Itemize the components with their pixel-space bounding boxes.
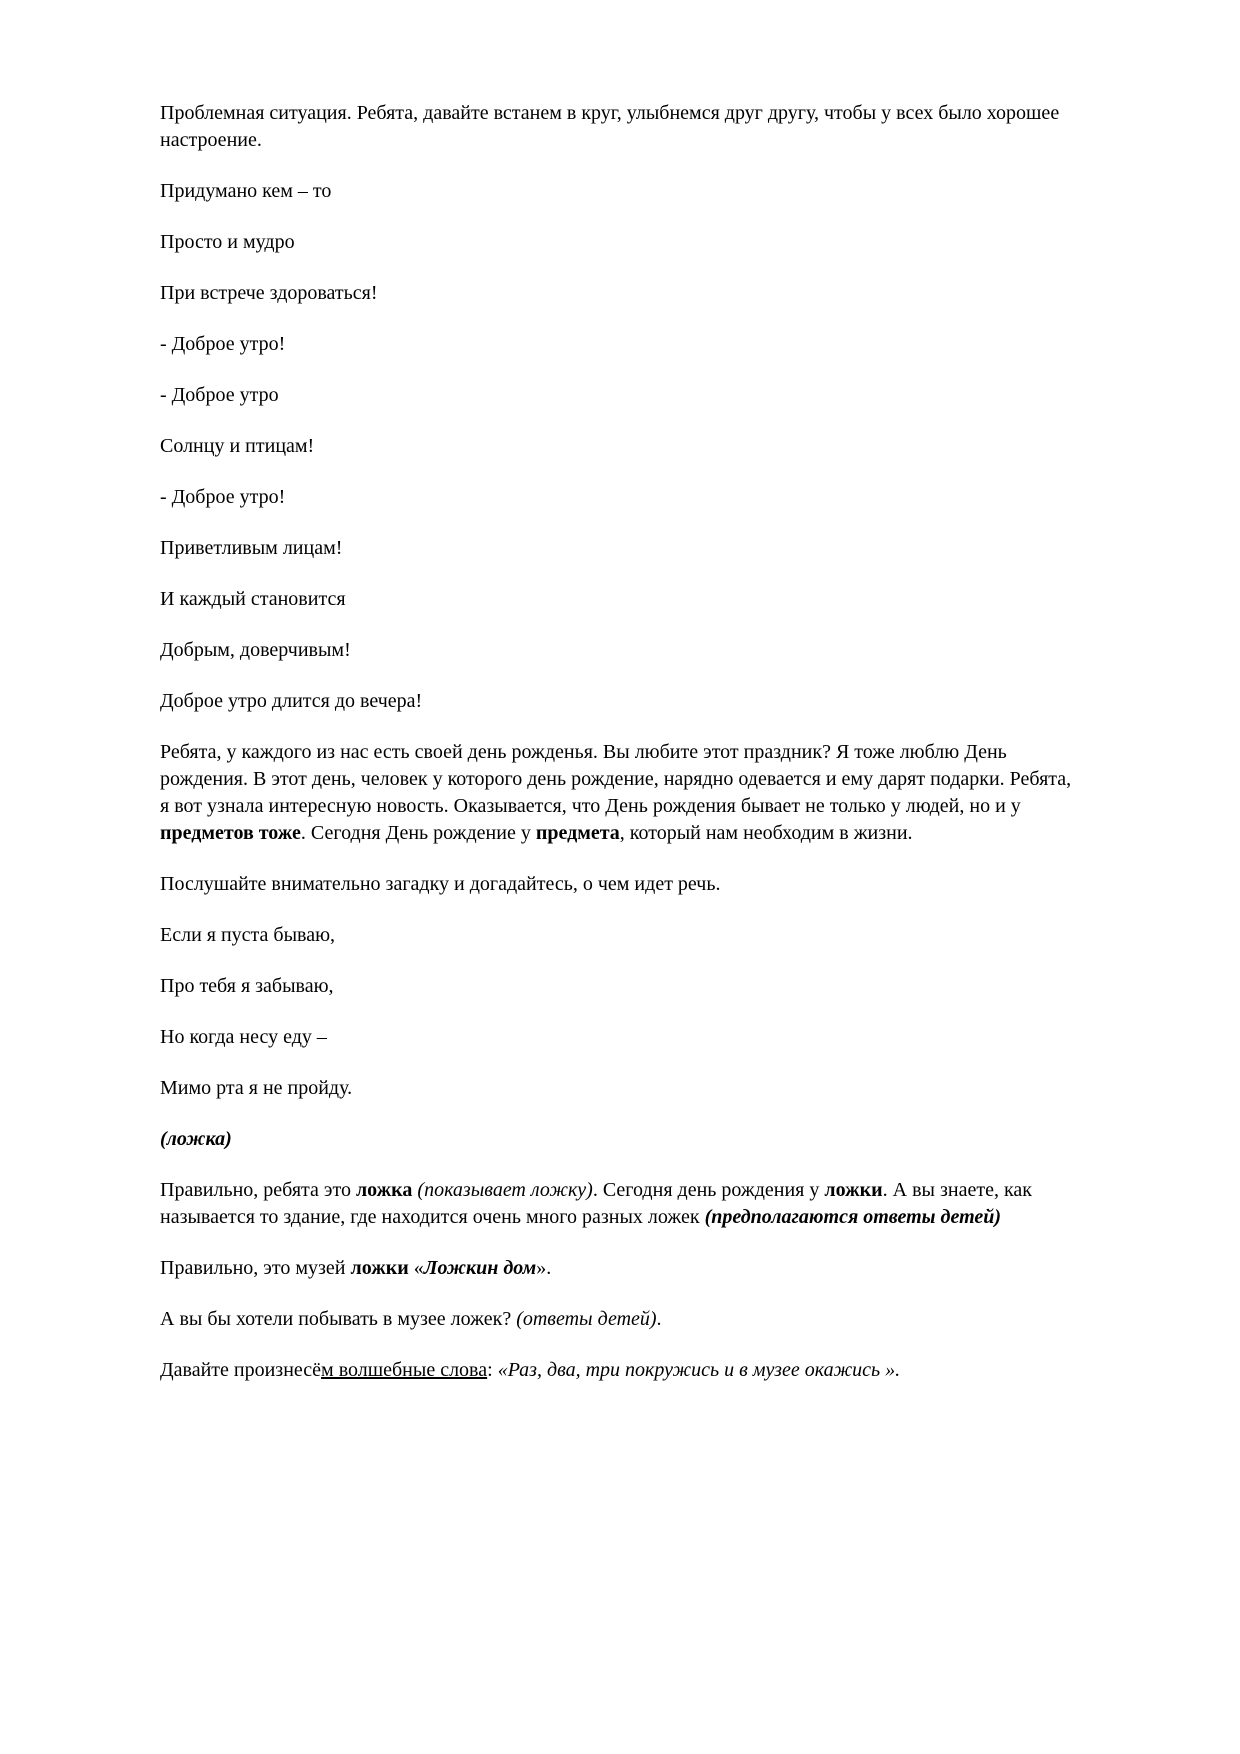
paragraph: [160, 100, 1082, 154]
text-run: Доброе утро длится до вечера!: [160, 690, 423, 712]
text-run: Придумано кем – то: [160, 180, 332, 202]
paragraph: [160, 280, 1082, 307]
paragraph: [160, 1255, 1082, 1282]
paragraph: [160, 637, 1082, 664]
text-run: , который нам необходим в жизни.: [619, 822, 913, 844]
paragraph: [160, 688, 1082, 715]
text-run: м волшебные слова: [321, 1359, 488, 1381]
text-run: Послушайте внимательно загадку и догадайтесь, о чем идет речь.: [160, 873, 721, 895]
text-run: Давайте произнесё: [160, 1359, 322, 1381]
paragraph: [160, 1075, 1082, 1102]
paragraph: [160, 331, 1082, 358]
text-run: :: [487, 1359, 498, 1381]
text-run: (предполагаются ответы детей): [704, 1206, 1002, 1228]
paragraph: [160, 1177, 1082, 1231]
text-run: Просто и мудро: [160, 231, 295, 253]
text-run: Проблемная ситуация. Ребята, давайте встанем в круг, улыбнемся друг другу, чтобы у всех было хорошее настроение.: [160, 102, 1060, 151]
paragraph: [160, 1306, 1082, 1333]
paragraph: [160, 586, 1082, 613]
text-run: ложка: [355, 1179, 413, 1201]
text-run: Приветливым лицам!: [160, 537, 343, 559]
text-run: предмета: [535, 822, 620, 844]
text-run: ложки: [824, 1179, 883, 1201]
text-run: А вы бы хотели побывать в музее ложек?: [160, 1308, 517, 1330]
paragraph: [160, 1357, 1082, 1384]
text-run: Но когда несу еду –: [160, 1026, 327, 1048]
text-run: .: [656, 1308, 662, 1330]
text-run: И каждый становится: [160, 588, 346, 610]
text-run: Ребята, у каждого из нас есть своей день рожденья. Вы любите этот праздник? Я тоже люблю День рождения. В этот день, человек у которого день рождение, нарядно одевается и ему дарят подарки. Ребята, я вот узнала интересную новость. Оказывается, что День рождения бывает не только у людей, но и у: [160, 741, 1072, 817]
paragraph: [160, 1024, 1082, 1051]
text-run: Солнцу и птицам!: [160, 435, 315, 457]
paragraph: [160, 178, 1082, 205]
text-run: . Сегодня День рождение у: [300, 822, 536, 844]
paragraph: [160, 871, 1082, 898]
paragraph: [160, 922, 1082, 949]
paragraph: [160, 229, 1082, 256]
paragraph: [160, 535, 1082, 562]
text-run: предметов тоже: [160, 822, 301, 844]
text-run: - Доброе утро: [160, 384, 279, 406]
text-run: «: [408, 1257, 424, 1279]
text-run: (показывает ложку): [417, 1179, 593, 1201]
text-run: Добрым, доверчивым!: [160, 639, 351, 661]
text-run: - Доброе утро!: [160, 486, 286, 508]
text-run: . А вы знаете, как называется то здание, где находится очень много разных ложек: [160, 1179, 1032, 1228]
text-run: Если я пуста бываю,: [160, 924, 336, 946]
text-run: Мимо рта я не пройду.: [160, 1077, 353, 1099]
text-run: ложки: [350, 1257, 409, 1279]
text-run: Ложкин дом: [423, 1257, 537, 1279]
paragraph: [160, 433, 1082, 460]
paragraph: [160, 1126, 1082, 1153]
text-run: «Раз, два, три покружись и в музее окажись ».: [497, 1359, 901, 1381]
text-run: (ответы детей): [516, 1308, 657, 1330]
text-run: Правильно, ребята это: [160, 1179, 356, 1201]
paragraph: [160, 973, 1082, 1000]
text-run: . Сегодня день рождения у: [592, 1179, 825, 1201]
paragraph: [160, 484, 1082, 511]
text-run: - Доброе утро!: [160, 333, 286, 355]
paragraph: [160, 739, 1082, 847]
text-run: При встрече здороваться!: [160, 282, 378, 304]
text-run: (ложка): [160, 1128, 232, 1150]
text-run: ».: [536, 1257, 552, 1279]
paragraph: [160, 382, 1082, 409]
text-run: Про тебя я забываю,: [160, 975, 334, 997]
text-run: Правильно, это музей: [160, 1257, 351, 1279]
